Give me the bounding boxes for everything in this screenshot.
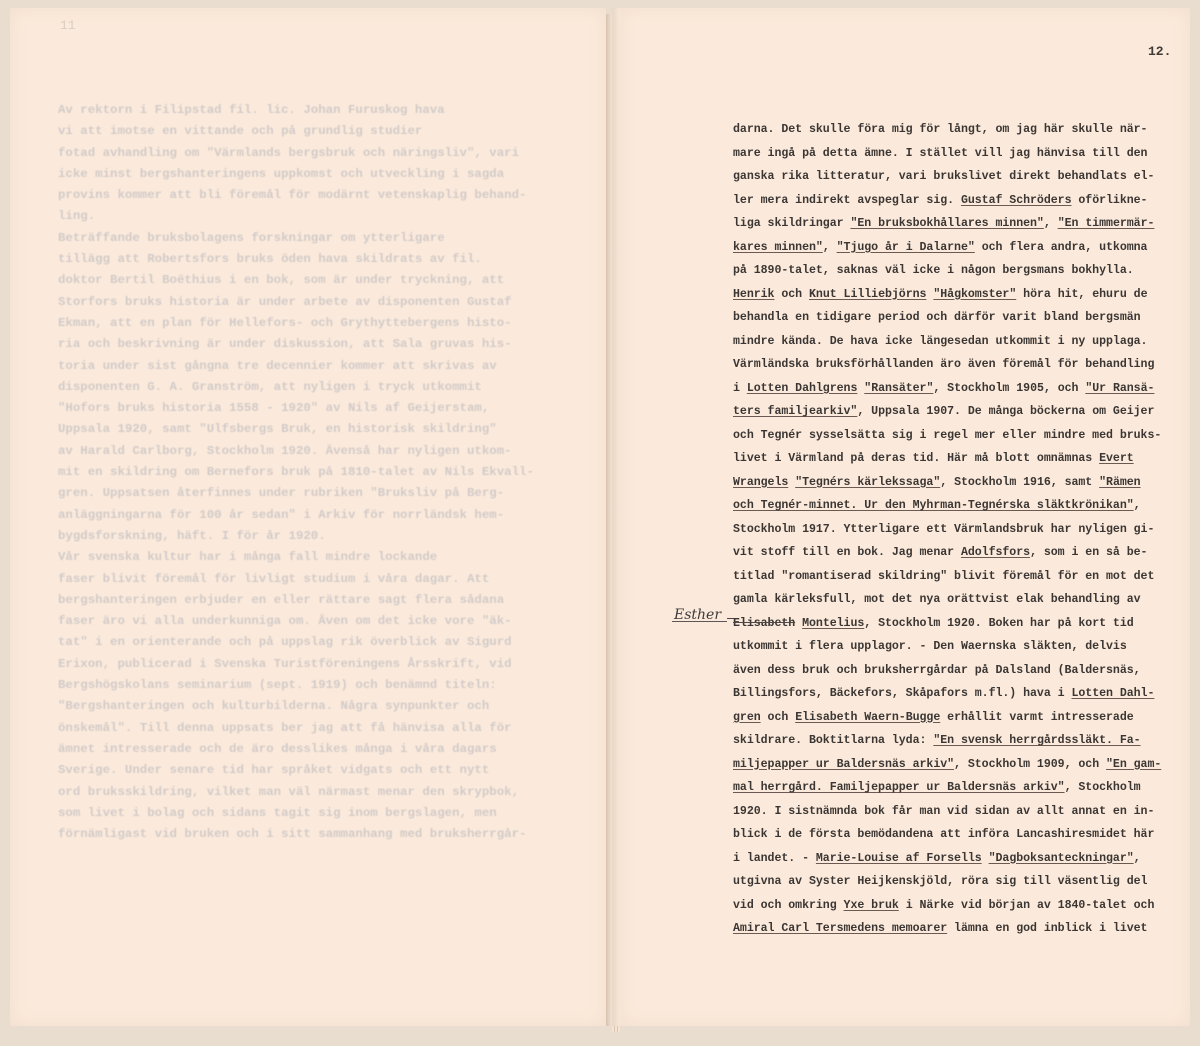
underlined-title: "En timmermär- [1057,217,1155,230]
bleed-through-line: tat" i en orienterande och på uppslag rik överblick av Sigurd [58,635,512,650]
text-segment: i [733,381,747,395]
text-line [733,635,1177,659]
text-segment: och flera andra, utkomna [974,240,1148,254]
bleed-through-line: ling. [58,209,96,224]
underlined-title: "Dagboksanteckningar" [988,851,1134,865]
text-segment: , Stockholm 1916, samt [940,475,1100,489]
bleed-through-line: doktor Bertil Boëthius i en bok, som är under tryckning, att [58,273,505,288]
text-line [733,612,1177,636]
underlined-title: miljepapper ur Baldersnäs arkiv" [733,757,955,771]
text-line [733,682,1177,706]
underlined-title: "Tjugo år i Dalarne" [836,240,975,254]
text-segment: Billingsfors, Bäckefors, Skåpafors m.fl.) hava i [733,687,1072,700]
text-line [733,800,1177,824]
underlined-title: ters familjearkiv" [733,405,858,418]
text-line [733,588,1177,612]
text-segment: livet i Värmland på deras tid. Här må blott omnämnas [733,452,1100,465]
text-line [733,494,1177,518]
bleed-through-line: disponenten G. A. Granström, att nyligen i tryck utkommit [58,379,482,394]
text-line [733,118,1177,142]
bleed-through-line: ämnet intresserade och de äro desslikes många i våra dagars [58,741,497,756]
bleed-through-line: vi att imotse en vittande och på grundlig studier [58,124,423,139]
text-line [733,565,1177,589]
text-segment: ganska rika litteratur, vari brukslivet direkt behandlats el- [733,170,1155,183]
typewritten-body [733,118,1177,941]
bleed-through-line: gren. Uppsatsen återfinnes under rubriken "Bruksliv på Berg- [58,486,505,501]
text-segment: skildrare. Boktitlarna lyda: [733,734,934,747]
bleed-through-line: Ekman, att en plan för Hellefors- och Grythyttebergens histo- [58,315,512,330]
text-line [733,189,1177,213]
underlined-title: Lotten Dahlgrens [746,381,858,395]
text-line [733,823,1177,847]
underlined-title: mal herrgård. Familjepapper ur Baldersnäs arkiv" [733,781,1065,794]
text-segment: oförlikne- [1071,193,1148,207]
text-segment: ler mera indirekt avspeglar sig. [733,193,961,207]
underlined-title: "Ransäter" [864,381,934,395]
text-segment: liga skildringar [733,217,851,230]
text-line [733,753,1177,777]
struck-word: Elisabeth [733,616,796,630]
bleed-through-line: ria och beskrivning är under diskussion, att Sala gruvas his- [58,337,512,352]
underlined-title: "En bruksbokhållares minnen" [850,217,1044,230]
bleed-through-line: icke minst bergshanteringens uppkomst och utveckling i sagda [58,166,505,181]
bleed-through-line: faser blivit föremål för livligt studium i våra dagar. Att [58,571,490,586]
text-segment: utgivna av Syster Heijkenskjöld, röra sig till väsentlig del [733,875,1148,888]
text-segment: i Närke vid början av 1840-talet och [898,898,1155,912]
text-segment: och [760,710,796,724]
text-line [733,283,1177,307]
underlined-title: Wrangels [733,475,789,489]
bleed-through-line: toria under sist gångna tre decennier kommer att skrivas av [58,358,497,373]
text-segment: i landet. - [733,851,816,865]
text-segment: , Stockholm 1920. Boken har på kort tid [864,616,1134,630]
text-segment: , [822,240,837,254]
bleed-through-line: Storfors bruks historia är under arbete av disponenten Gustaf [58,294,512,309]
text-segment: , [1133,851,1141,865]
text-segment: titlad "romantiserad skildring" blivit föremål för en mot det [733,569,1155,583]
text-line [733,518,1177,542]
underlined-title: Gustaf Schröders [960,193,1072,207]
text-line [733,894,1177,918]
left-page-number: 11 [60,18,76,33]
bleed-through-line: önskemål". Till denna uppsats ber jag att få hänvisa alla för [58,720,512,735]
text-line [733,917,1177,941]
bleed-through-line: "Bergshanteringen och kulturbilderna. Några synpunkter och [58,699,490,714]
text-line [733,729,1177,753]
underlined-title: Adolfsfors [960,546,1031,559]
bleed-through-line: faser äro vi alla underkunniga om. Även om det icke vore "äk- [58,614,512,629]
text-segment: vit stoff till en bok. Jag menar [733,546,961,559]
text-line [733,424,1177,448]
underlined-title: kares minnen" [733,240,823,254]
text-segment: , [1043,217,1058,230]
text-line [733,706,1177,730]
bleed-through-line: som livet i bolag och sidans tagit sig inom bergslagen, men [58,805,497,820]
underlined-title: gren [733,710,761,724]
bleed-through-line: Vår svenska kultur har i många fall mindre lockande [58,550,438,565]
text-line [733,142,1177,166]
text-line [733,212,1177,236]
text-line [733,353,1177,377]
underlined-title: Amiral Carl Tersmedens memoarer [733,922,948,935]
underlined-title: "En gam- [1106,757,1162,771]
bleed-through-text [58,100,578,845]
text-segment: behandla en tidigare period och därför varit bland bergsmän [733,311,1141,324]
text-segment: vid och omkring [733,898,844,912]
text-segment: , [1133,499,1141,512]
handwritten-margin-note: Esther [674,607,722,623]
underlined-title: "Tegnérs kärlekssaga" [795,475,941,489]
text-segment: gamla kärleksfull, mot det nya orättvist elak behandling av [733,593,1141,606]
text-segment: och Tegnér sysselsätta sig i regel mer eller mindre med bruks- [733,428,1162,442]
bleed-through-line: provins kommer att bli föremål för modärnt vetenskaplig behand- [58,188,527,203]
text-line [733,400,1177,424]
text-segment: darna. Det skulle föra mig för långt, om jag här skulle när- [733,123,1148,136]
bleed-through-line: Beträffande bruksbolagens forskningar om ytterligare [58,230,445,245]
underlined-title: Elisabeth Waern-Bugge [795,710,941,724]
underlined-title: Lotten Dahl- [1071,687,1155,700]
bleed-through-line: Erixon, publicerad i Svenska Turistföreningens Årsskrift, vid [58,656,512,671]
text-segment: 1920. I sistnämnda bok får man vid sidan av allt annat en in- [733,804,1155,818]
bleed-through-line: fotad avhandling om "Värmlands bergsbruk och näringsliv", vari [58,145,520,160]
text-segment: även dess bruk och bruksherrgårdar på Dalsland (Baldersnäs, [733,663,1141,677]
underlined-title: Knut Lilliebjörns [809,287,927,301]
bleed-through-line: Uppsala 1920, samt "Ulfsbergs Bruk, en historisk skildring" [58,422,497,437]
bleed-through-line: ord bruksskildring, vilket man väl närmast menar den skrypbok, [58,784,520,799]
underlined-title: Montelius [802,616,865,630]
text-line [733,471,1177,495]
text-segment: utkommit i flera upplagor. - Den Waernska släkten, delvis [733,640,1127,653]
bleed-through-line: bygdsforskning, häft. I för år 1920. [58,528,326,543]
text-segment: på 1890-talet, saknas väl icke i någon bergsmans bokhylla. [733,264,1134,277]
text-line [733,236,1177,260]
text-line [733,447,1177,471]
text-line [733,165,1177,189]
bleed-through-line: Bergshögskolans seminarium (sept. 1919) och benämnd titeln: [58,678,497,693]
text-line [733,377,1177,401]
bleed-through-line: av Harald Carlborg, Stockholm 1920. Ävenså har nyligen utkom- [58,443,512,458]
text-segment: , Stockholm 1909, och [954,757,1107,771]
text-segment: , Stockholm [1064,781,1141,794]
text-segment: erhållit varmt intresserade [940,710,1134,724]
bleed-through-line: tillägg att Robertsfors bruks öden hava skildrats av fil. [58,252,482,267]
text-segment: Stockholm 1917. Ytterligare ett Värmlandsbruk har nyligen gi- [733,522,1155,536]
underlined-title: "En svensk herrgårdssläkt. Fa- [933,734,1141,747]
text-segment: mare ingå på detta ämne. I stället vill jag hänvisa till den [733,146,1148,160]
text-line [733,776,1177,800]
underlined-title: och Tegnér-minnet. Ur den Myhrman-Tegnérska släktkrönikan" [733,499,1134,512]
bleed-through-line: Sverige. Under senare tid har språket vidgats och ett nytt [58,763,490,778]
bleed-through-line: mit en skildring om Bernefors bruk på 1810-talet av Nils Ekvall- [58,465,534,480]
text-line [733,330,1177,354]
text-segment: och [774,287,809,301]
text-segment: , som i en så be- [1030,546,1148,559]
text-line [733,870,1177,894]
bleed-through-line: bergshanteringen erbjuder en eller rättare sagt flera sådana [58,592,505,607]
underlined-title: Evert [1099,452,1134,465]
text-segment: Värmländska bruksförhållanden äro även föremål för behandling [733,358,1155,371]
underlined-title: "Hågkomster" [933,287,1017,301]
text-segment: , Uppsala 1907. De många böckerna om Geijer [857,405,1155,418]
bleed-through-line: "Hofors bruks historia 1558 - 1920" av Nils af Geijerstam, [58,401,490,416]
text-segment: blick i de första bemödandena att införa Lancashiresmidet här [733,828,1155,841]
text-line [733,306,1177,330]
text-line [733,259,1177,283]
text-line [733,847,1177,871]
underlined-title: Marie-Louise af Forsells [815,851,982,865]
underlined-title: Henrik [733,287,775,301]
text-segment: lämna en god inblick i livet [947,922,1148,935]
text-line [733,659,1177,683]
text-segment: höra hit, ehuru de [1016,287,1148,301]
bleed-through-line: anläggningarna för 100 år sedan" i Arkiv för norrländsk hem- [58,507,505,522]
text-line [733,541,1177,565]
text-segment [982,852,989,865]
bleed-through-line: förnämligast vid bruken och i sitt sammanhang med bruksherrgår- [58,827,527,842]
bleed-through-line: Av rektorn i Filipstad fil. lic. Johan Furuskog hava [58,103,445,117]
underlined-title: Yxe bruk [843,898,899,912]
text-segment: mindre kända. De hava icke längesedan utkommit i ny upplaga. [733,334,1148,348]
underlined-title: "Rämen [1099,475,1141,489]
text-segment: , Stockholm 1905, och [933,381,1086,395]
right-page-number: 12. [1148,44,1172,59]
underlined-title: "Ur Ransä- [1085,381,1155,395]
